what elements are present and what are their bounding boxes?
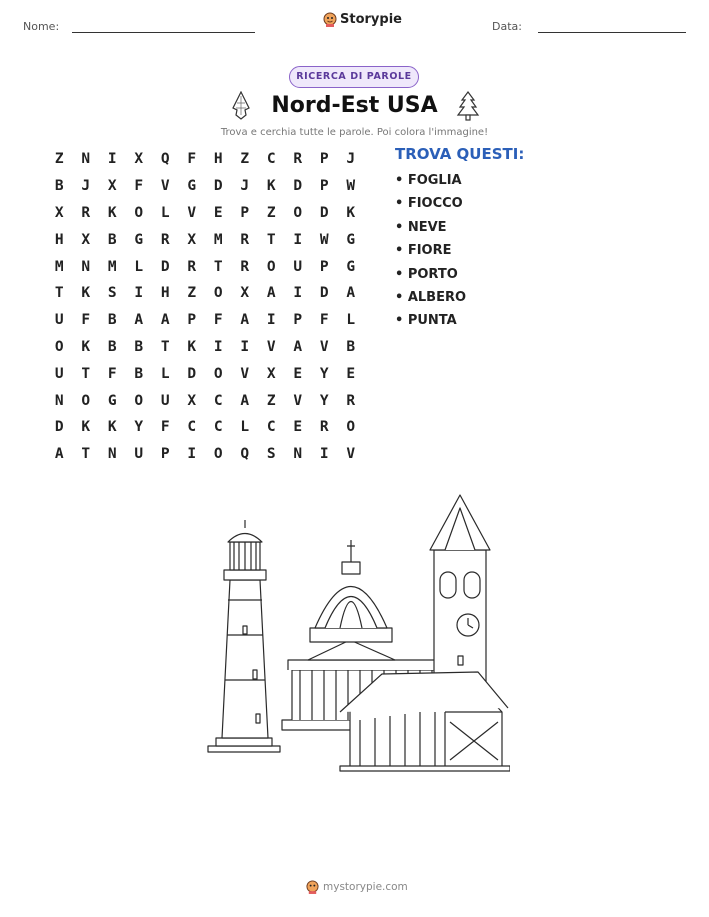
word-list-heading: TROVA QUESTI: [395, 145, 525, 163]
grid-letter[interactable]: H [160, 285, 170, 302]
grid-letter[interactable]: G [346, 231, 356, 248]
grid-letter[interactable]: O [213, 365, 223, 382]
grid-letter[interactable]: P [319, 178, 329, 195]
grid-letter[interactable]: V [160, 178, 170, 195]
grid-letter[interactable]: R [240, 231, 250, 248]
grid-letter[interactable]: C [213, 392, 223, 409]
grid-letter[interactable]: A [134, 312, 144, 329]
grid-letter[interactable]: J [346, 151, 356, 168]
grid-letter[interactable]: R [293, 151, 303, 168]
grid-letter[interactable]: L [240, 419, 250, 436]
grid-letter[interactable]: B [107, 312, 117, 329]
grid-letter[interactable]: D [160, 258, 170, 275]
grid-letter[interactable]: V [266, 338, 276, 355]
grid-letter[interactable]: M [107, 258, 117, 275]
grid-letter[interactable]: M [54, 258, 64, 275]
grid-letter[interactable]: I [240, 338, 250, 355]
date-label: Data: [492, 20, 522, 33]
page-title: Nord-Est USA [271, 93, 438, 118]
grid-letter[interactable]: P [319, 258, 329, 275]
grid-letter[interactable]: A [266, 285, 276, 302]
grid-letter[interactable]: P [240, 204, 250, 221]
grid-letter[interactable]: Z [54, 151, 64, 168]
grid-letter[interactable]: A [54, 446, 64, 463]
grid-letter[interactable]: N [81, 258, 91, 275]
date-line [538, 32, 686, 33]
grid-letter[interactable]: Q [240, 446, 250, 463]
grid-letter[interactable]: Z [266, 392, 276, 409]
grid-letter[interactable]: O [346, 419, 356, 436]
grid-letter[interactable]: D [213, 178, 223, 195]
grid-letter[interactable]: U [134, 446, 144, 463]
grid-letter[interactable]: X [54, 204, 64, 221]
grid-letter[interactable]: F [213, 312, 223, 329]
grid-letter[interactable]: V [346, 446, 356, 463]
name-line [72, 32, 255, 33]
grid-letter[interactable]: F [107, 365, 117, 382]
word-search-grid[interactable] [46, 146, 364, 468]
footer [306, 880, 408, 894]
grid-letter[interactable]: W [319, 231, 329, 248]
grid-letter[interactable]: Z [187, 285, 197, 302]
grid-letter[interactable]: E [213, 204, 223, 221]
grid-letter[interactable]: E [293, 365, 303, 382]
grid-letter[interactable]: U [293, 258, 303, 275]
grid-letter[interactable]: U [54, 312, 64, 329]
grid-letter[interactable]: E [293, 419, 303, 436]
grid-letter[interactable]: R [240, 258, 250, 275]
grid-letter[interactable]: F [81, 312, 91, 329]
grid-letter[interactable]: T [54, 285, 64, 302]
grid-letter[interactable]: S [266, 446, 276, 463]
grid-letter[interactable]: K [346, 204, 356, 221]
grid-letter[interactable]: K [107, 204, 117, 221]
grid-letter[interactable]: K [187, 338, 197, 355]
grid-letter[interactable]: C [187, 419, 197, 436]
grid-letter[interactable]: I [213, 338, 223, 355]
lighthouse-drawing [208, 520, 280, 752]
grid-letter[interactable]: B [107, 338, 117, 355]
grid-letter[interactable]: V [187, 204, 197, 221]
word-item: • FOGLIA [395, 173, 462, 188]
grid-letter[interactable]: P [160, 446, 170, 463]
word-item: • FIORE [395, 243, 452, 259]
grid-letter[interactable]: X [107, 178, 117, 195]
grid-letter[interactable]: R [160, 231, 170, 248]
grid-letter[interactable]: K [266, 178, 276, 195]
grid-letter[interactable]: O [213, 285, 223, 302]
grid-letter[interactable]: H [213, 151, 223, 168]
footer-url[interactable]: mystorypie.com [323, 881, 408, 893]
grid-letter[interactable]: X [187, 231, 197, 248]
grid-letter[interactable]: N [54, 392, 64, 409]
grid-letter[interactable]: N [107, 446, 117, 463]
grid-letter[interactable]: O [134, 392, 144, 409]
grid-letter[interactable]: O [81, 392, 91, 409]
grid-letter[interactable]: O [213, 446, 223, 463]
word-item: • ALBERO [395, 289, 467, 305]
grid-letter[interactable]: X [240, 285, 250, 302]
grid-letter[interactable]: K [81, 285, 91, 302]
grid-letter[interactable]: A [293, 338, 303, 355]
grid-letter[interactable]: B [134, 338, 144, 355]
grid-letter[interactable]: I [319, 446, 329, 463]
grid-letter[interactable]: I [293, 285, 303, 302]
word-list [395, 171, 466, 335]
grid-letter[interactable]: F [160, 419, 170, 436]
grid-letter[interactable]: J [81, 178, 91, 195]
grid-letter[interactable]: B [107, 231, 117, 248]
word-item: • FIOCCO [395, 196, 463, 212]
grid-letter[interactable]: A [240, 392, 250, 409]
grid-letter[interactable]: G [187, 178, 197, 195]
grid-letter[interactable]: L [160, 365, 170, 382]
grid-letter[interactable]: O [293, 204, 303, 221]
grid-letter[interactable]: G [134, 231, 144, 248]
grid-letter[interactable]: I [107, 151, 117, 168]
grid-letter[interactable]: V [240, 365, 250, 382]
grid-letter[interactable]: D [54, 419, 64, 436]
grid-letter[interactable]: C [213, 419, 223, 436]
grid-letter[interactable]: K [107, 419, 117, 436]
pine-tree-icon [455, 91, 481, 121]
grid-letter[interactable]: I [187, 446, 197, 463]
grid-letter[interactable]: F [134, 178, 144, 195]
grid-letter[interactable]: A [346, 285, 356, 302]
grid-letter[interactable]: W [346, 178, 356, 195]
grid-letter[interactable]: D [319, 204, 329, 221]
grid-letter[interactable]: Z [266, 204, 276, 221]
grid-letter[interactable]: U [54, 365, 64, 382]
word-item: • PORTO [395, 266, 458, 282]
grid-letter[interactable]: U [160, 392, 170, 409]
northeast-landmarks-illustration[interactable] [200, 490, 510, 775]
grid-letter[interactable]: T [213, 258, 223, 275]
grid-letter[interactable]: K [81, 419, 91, 436]
grid-letter[interactable]: N [293, 446, 303, 463]
grid-letter[interactable]: D [293, 178, 303, 195]
grid-letter[interactable]: J [240, 178, 250, 195]
word-item: • NEVE [395, 219, 447, 235]
grid-letter[interactable]: G [107, 392, 117, 409]
grid-letter[interactable]: Y [319, 365, 329, 382]
category-badge: RICERCA DI PAROLE [289, 66, 419, 88]
grid-letter[interactable]: X [266, 365, 276, 382]
storypie-mascot-icon [323, 12, 337, 27]
grid-letter[interactable]: V [293, 392, 303, 409]
grid-letter[interactable]: B [134, 365, 144, 382]
grid-letter[interactable]: C [266, 419, 276, 436]
grid-letter[interactable]: M [213, 231, 223, 248]
grid-letter[interactable]: Y [134, 419, 144, 436]
grid-letter[interactable]: L [134, 258, 144, 275]
grid-letter[interactable]: X [81, 231, 91, 248]
storypie-mascot-icon [306, 880, 319, 894]
grid-letter[interactable]: Q [160, 151, 170, 168]
grid-letter[interactable]: I [293, 231, 303, 248]
grid-letter[interactable]: R [187, 258, 197, 275]
grid-letter[interactable]: T [81, 446, 91, 463]
grid-letter[interactable]: X [187, 392, 197, 409]
brand-name: Storypie [340, 12, 402, 27]
grid-letter[interactable]: K [81, 338, 91, 355]
grid-letter[interactable]: G [346, 258, 356, 275]
grid-letter[interactable]: Y [319, 392, 329, 409]
grid-letter[interactable]: O [134, 204, 144, 221]
grid-letter[interactable]: R [81, 204, 91, 221]
grid-letter[interactable]: L [160, 204, 170, 221]
grid-letter[interactable]: R [346, 392, 356, 409]
instructions: Trova e cerchia tutte le parole. Poi colora l'immagine! [220, 127, 489, 138]
grid-letter[interactable]: T [266, 231, 276, 248]
grid-letter[interactable]: L [346, 312, 356, 329]
grid-letter[interactable]: V [319, 338, 329, 355]
word-item: • PUNTA [395, 313, 457, 329]
grid-letter[interactable]: A [240, 312, 250, 329]
grid-letter[interactable]: I [266, 312, 276, 329]
grid-letter[interactable]: I [134, 285, 144, 302]
grid-letter[interactable]: T [81, 365, 91, 382]
grid-letter[interactable]: O [266, 258, 276, 275]
grid-letter[interactable]: S [107, 285, 117, 302]
brand-logo [323, 12, 402, 27]
grid-letter[interactable]: X [134, 151, 144, 168]
grid-letter[interactable]: D [187, 365, 197, 382]
grid-letter[interactable]: Z [240, 151, 250, 168]
grid-letter[interactable]: T [160, 338, 170, 355]
grid-letter[interactable]: F [187, 151, 197, 168]
grid-letter[interactable]: R [319, 419, 329, 436]
grid-letter[interactable]: C [266, 151, 276, 168]
grid-letter[interactable]: B [54, 178, 64, 195]
grid-letter[interactable]: P [319, 151, 329, 168]
grid-letter[interactable]: F [319, 312, 329, 329]
grid-letter[interactable]: P [187, 312, 197, 329]
grid-letter[interactable]: B [346, 338, 356, 355]
grid-letter[interactable]: A [160, 312, 170, 329]
grid-letter[interactable]: O [54, 338, 64, 355]
grid-letter[interactable]: P [293, 312, 303, 329]
grid-letter[interactable]: H [54, 231, 64, 248]
grid-letter[interactable]: D [319, 285, 329, 302]
name-label: Nome: [23, 20, 60, 33]
grid-letter[interactable]: E [346, 365, 356, 382]
grid-letter[interactable]: N [81, 151, 91, 168]
